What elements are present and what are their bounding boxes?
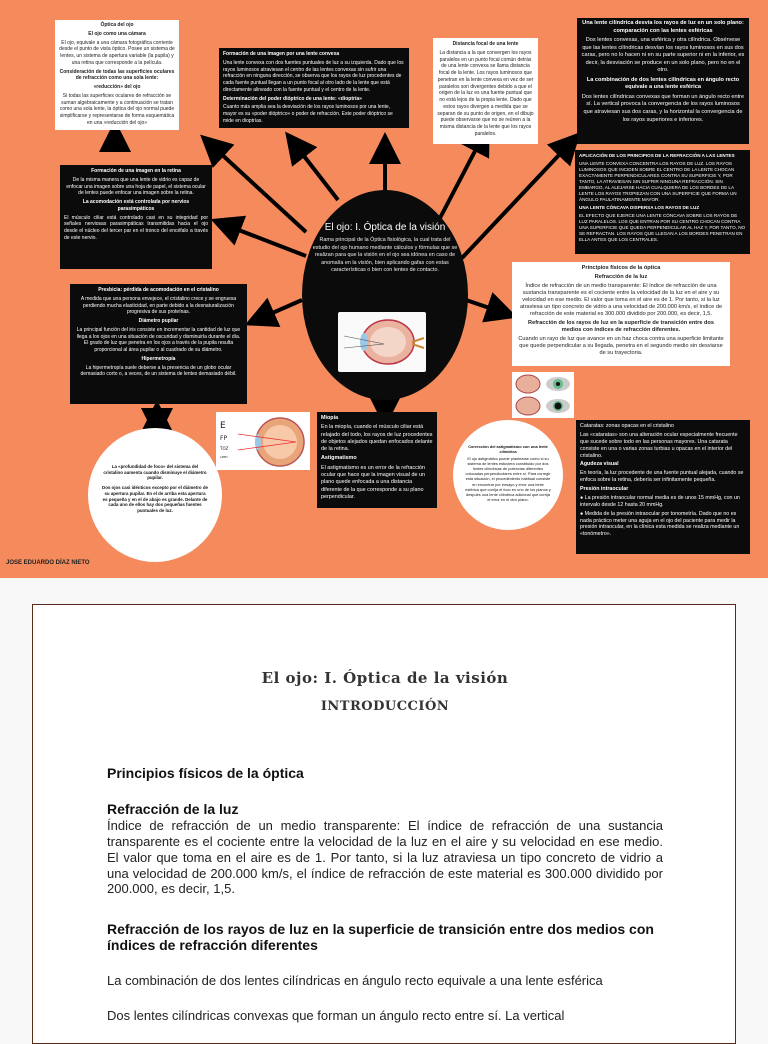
camera-box (55, 20, 179, 130)
depth-text2: Dos ojos casi idénticos excepto por el diámetro de su apertura pupilar. En el de arriba esta apertura es pequeña y en el de abajo es grande. Delante de cada uno de ellos hay dos pequeñas fuentes puntuales de luz. (102, 485, 208, 514)
presbyopia-box (70, 284, 247, 404)
svg-text:E: E (220, 421, 226, 431)
doc-paragraph-cylinder2: Dos lentes cilíndricas convexas que forman un ángulo recto entre sí. La vertical (107, 1008, 565, 1023)
principles-text: UNA LENTE CONVEXA CONCENTRA LOS RAYOS DE LUZ. LOS RAYOS LUMINOSOS QUE INCIDEN SOBRE EL CENTRO DE LA LENTE CHOCAN EXACTAMENTE PERPENDICULARES CONTRA SU SUPERFICIE Y, POR TANTO, LA ATRAVIESAN SIN SUFRIR NINGUNA REFRACCIÓN. SIN EMBARGO, AL ALEJARSE HACIA CUALQUIERA DE LOS BORDES DE LA LENTE LOS RAYOS TROPIEZAN CON UNA SUPERFICIE QUE FORMA UN ÁNGULO PAULATINAMENTE MAYOR. (579, 160, 737, 202)
camera-text2: Si todas las superficies oculares de refracción se suman algebraicamente y a continuación se tratan como una sola lente, la óptica del ojo normal puede simplificarse y representarse de forma esquemática en una «reducción del ojo» (59, 92, 175, 126)
hyperopia-text: La hipermetropía suele deberse a la presencia de un globo ocular demasiado corto o, a veces, de un sistema de lentes demasiado débil. (80, 364, 237, 378)
svg-text:TOZ: TOZ (220, 446, 229, 451)
depth-of-focus-circle (88, 428, 222, 562)
doc-paragraph-refraction: Índice de refracción de un medio transparente: El índice de refracción de una sustancia transparente es el cociente entre la velocidad de la luz en el aire y su velocidad en ese medio. El valor que toma en el aire es de 1. Por tanto, si la luz atraviesa un tipo concreto de vidrio a una velocidad de 200.000 km/s, el índice de refracción de este material es 300.000 dividido por 200.000, es decir, 1,5. (107, 818, 663, 897)
pressure-text: ● La presión intraocular normal media es de unos 15 mmHg, con un intervalo desde 12 hasta 20 mmHg. (580, 494, 740, 508)
convex-text: Una lente convexa con dos fuentes puntuales de luz a su izquierda. Dado que los rayos luminosos atraviesan el centro de las lentes convexas sin sufrir una refracción en ninguna dirección, se observa que los rayos de luz procedentes de cada fuente puntual llegan a un punto focal al otro lado de la lente que está directamente alineado con la fuente puntual y el centro de la lente. (223, 59, 404, 93)
retina-text2: El músculo ciliar está controlado casi en su integridad por señales nerviosas parasimpáticas transmitidas hacia el ojo desde el núcleo del tercer par en el tronco del encéfalo a través de este nervio. (64, 214, 208, 241)
tonometry-text: ● Medida de la presión intraocular por tonometría. Dado que no es nada práctico meter una aguja en el ojo del paciente para medir la presión intraocular, en la clínica esta medida se realiza mediante un «tonómetro». (580, 510, 740, 538)
convex-title2: Determinación del poder dióptrico de una lente: «dioptría» (223, 95, 362, 102)
cataract-title: Cataratas: zonas opacas en el cristalino (580, 423, 674, 429)
focal-text: La distancia a la que convergen los rayos paralelos en un punto focal común detrás de una lente convexa se llama distancia focal de la lente. Los rayos luminosos que penetran en la lente convexa en vez de ser paralelos son divergentes debido a que el origen de la luz es una fuente puntual que no está lejos de la propia lente. Dado que estos rayos divergen a medida que se separan de su punto de origen, en el dibujo puede observarse que no se reúnen a la misma distancia de la lente que los rayos paralelos. (437, 49, 534, 137)
camera-title: Óptica del ojo (100, 22, 134, 28)
acuity-title: Agudeza visual (580, 461, 619, 468)
myopia-title: Miopía (321, 415, 339, 421)
physics-text: Índice de refracción de un medio transparente: El índice de refracción de una sustancia transparente es el cociente entre la velocidad de la luz en el aire y su velocidad en ese medio. El valor que toma en el aire es de 1. Por tanto, si la luz atraviesa un tipo concreto de vidrio a una velocidad de 200.000 km/s, el índice de refracción de este material es 300.000 dividido por 200.000, es decir, 1,5. (519, 282, 723, 317)
presbyopia-text: A medida que una persona envejece, el cristalino crece y se engruesa perdiendo mucha elasticidad, en parte debido a la desnaturalización progresiva de sus proteínas. (80, 295, 237, 316)
presbyopia-title: Presbicia: pérdida de acomodación en el cristalino (98, 287, 219, 293)
astigmatism-text: El astigmatismo es un error de la refracción ocular que hace que la imagen visual de un plano quede enfocada a una distancia diferente de la que corresponde a su plano perpendicular. (321, 464, 425, 500)
convex-lens-box (219, 48, 409, 128)
principles-title2: UNA LENTE CÓNCAVA DISPERSA LOS RAYOS DE LUZ (579, 204, 700, 210)
pupil-title: Diámetro pupilar (138, 318, 179, 324)
doc-heading-refraction: Refracción de la luz (107, 801, 239, 817)
convex-text2: Cuanto más amplia sea la desviación de los rayos luminosos por una lente, mayor es su «poder dióptrico» o poder de refracción. Este poder dióptrico se mide en dioptrías. (223, 104, 393, 124)
doc-title: El ojo: I. Óptica de la visión (261, 669, 509, 687)
pupil-text: La principal función del iris consiste en incrementar la cantidad de luz que llega a los ojos en una situación de oscuridad y disminuirla durante el día. El grado de luz que penetra en los ojos a través de la pupila resulta proporcional al área pupilar o al cuadrado de su diámetro. (76, 326, 241, 353)
convex-title: Formación de una imagen por una lente convexa (223, 51, 340, 57)
camera-sub3: «reducción» del ojo (93, 84, 141, 90)
cylinder-box (577, 18, 749, 144)
author-name: JOSE EDUARDO DÍAZ NIETO (6, 560, 90, 566)
eye-anatomy-image (338, 312, 426, 372)
principles-text2: EL EFECTO QUE EJERCE UNA LENTE CÓNCAVA SOBRE LOS RAYOS DE LUZ PARALELOS. LOS QUE ENTRAN POR SU CENTRO CHOCAN CONTRA UNA SUPERFICIE QUE QUEDA PERPENDICULAR AL HAZ Y, POR TANTO, NO SE REFRACTAN. LOS RAYOS QUE LLEGAN A LOS BORDES PENETRAN EN ELLA ANTES QUE LOS CENTRALES. (579, 212, 746, 242)
pupil-comparison-image (512, 372, 574, 418)
svg-text:FP: FP (220, 435, 228, 442)
acuity-text: En teoría, la luz procedente de una fuente puntual alejada, cuando se enfoca sobre la retina, debería ser infinitamente pequeña. (580, 470, 744, 484)
camera-text: El ojo, equivale a una cámara fotográfica corriente desde el punto de vista óptico. Posee un sistema de lentes, un sistema de apertura variable (la pupila) y una retina que corresponde a la película. (59, 39, 175, 66)
cataract-text: Las «cataratas» son una alteración ocular especialmente frecuente que sucede sobre todo en las personas mayores. Una catarata consiste en una o varias zonas turbias u opacas en el interior del cristalino. (580, 431, 738, 459)
depth-text: La «profundidad de foco» del sistema del cristalino aumenta cuando disminuye el diámetro pupilar. (103, 464, 207, 481)
doc-paragraph-cylinder: La combinación de dos lentes cilíndricas en ángulo recto equivale a una lente esférica (107, 973, 603, 988)
retina-text: De la misma manera que una lente de vidrio es capaz de enfocar una imagen sobre una hoja de papel, el sistema ocular de lentes puede enfocar una imagen sobre la retina. (66, 176, 206, 197)
hyperopia-title: Hipermetropía (141, 355, 176, 362)
physics-sub: Refracción de la luz (594, 273, 648, 280)
document-page (32, 604, 736, 1044)
astigmatism-title: Astigmatismo (321, 455, 357, 462)
physics-text2: Cuando un rayo de luz que avance en un haz choca contra una superficie limitante que quede perpendicular a su llegada, penetra en el segundo medio sin desviarse de su trayectoria. (518, 335, 724, 356)
doc-subtitle: INTRODUCCIÓN (320, 699, 450, 714)
focal-title: Distancia focal de una lente (452, 41, 519, 47)
astig-text: El ojo astigmático puede plantearse como si su sistema de lentes estuviera constituido por dos lentes cilíndricas de potencias diferentes colocadas perpendiculares entre sí. Para corregir esta situación, el procedimiento habitual consiste en encontrar por ensayo y error una lente esférica que corrija el foco en uno de los planos y después una lente cilíndrica adicional que corrija el error en el otro plano. (465, 456, 551, 502)
principles-box (575, 150, 750, 254)
cylinder-title: Una lente cilíndrica desvía los rayos de luz en un solo plano: comparación con las lentes esféricas (582, 20, 744, 34)
myopia-text: En la miopía, cuando el músculo ciliar está relajado del todo, los rayos de luz procedentes de objetos alejados quedan enfocados delante de la retina. (321, 424, 433, 453)
retina-box (60, 165, 212, 269)
physics-title: Principios físicos de la óptica (581, 265, 661, 271)
focal-box (433, 38, 538, 144)
cylinder-text2: Dos lentes cilíndricas convexas que forman un ángulo recto entre sí. La vertical provoca la convergencia de los rayos luminosos que atraviesan sus dos caras, y la horizontal la convergencia de los rayos superiores e inferiores. (581, 93, 745, 123)
camera-sub2: Consideración de todas las superficies oculares de refracción como una sola lente: (59, 68, 175, 82)
retina-title2: La acomodación está controlada por nervios parasimpáticos (82, 199, 190, 212)
doc-heading-transition: Refracción de los rayos de luz en la superficie de transición entre dos medios con índices de refracción diferentes (107, 921, 654, 954)
eye-chart-image (216, 412, 310, 470)
cylinder-text: Dos lentes convexas, una esférica y otra cilíndrica. Obsérvese que las lentes cilíndricas desvían los rayos luminosos en sus dos caras, pero no lo hacen ni en su parte superior ni en la inferior, es decir, la desviación se produce en un solo plano, pero no en el otro. (581, 37, 745, 74)
principles-title: APLICACIÓN DE LOS PRINCIPIOS DE LA REFRACCIÓN A LAS LENTES (579, 153, 735, 158)
central-title: El ojo: I. Óptica de la visión (324, 222, 446, 233)
myopia-box (317, 412, 437, 508)
doc-heading-principles: Principios físicos de la óptica (107, 765, 304, 781)
cylinder-title2: La combinación de dos lentes cilíndricas en ángulo recto equivale a una lente esférica (586, 76, 740, 91)
pressure-title: Presión intraocular (580, 486, 629, 492)
physics-sub2: Refracción de los rayos de luz en la superficie de transición entre dos medios con índices de refracción diferentes. (528, 319, 714, 333)
physics-box (512, 262, 730, 366)
svg-text:LPED: LPED (220, 455, 228, 459)
central-text: Rama principal de la Óptica fisiológica, la cual trata del estudio del ojo humano mediante cálculos y fórmulas que se realizan para que la visión en el ojo sea idónea en caso de anomalía en la visión, bien aplicando gafas con estas características o bien con lentes de contacto. (312, 237, 458, 274)
astigmatism-correction-circle (453, 420, 563, 530)
camera-subtitle: El ojo como una cámara (88, 30, 146, 37)
astig-title: Corrección del astigmatismo con una lente cilíndrica (468, 444, 548, 455)
retina-title: Formación de una imagen en la retina (91, 168, 181, 174)
cataract-box (576, 420, 750, 554)
